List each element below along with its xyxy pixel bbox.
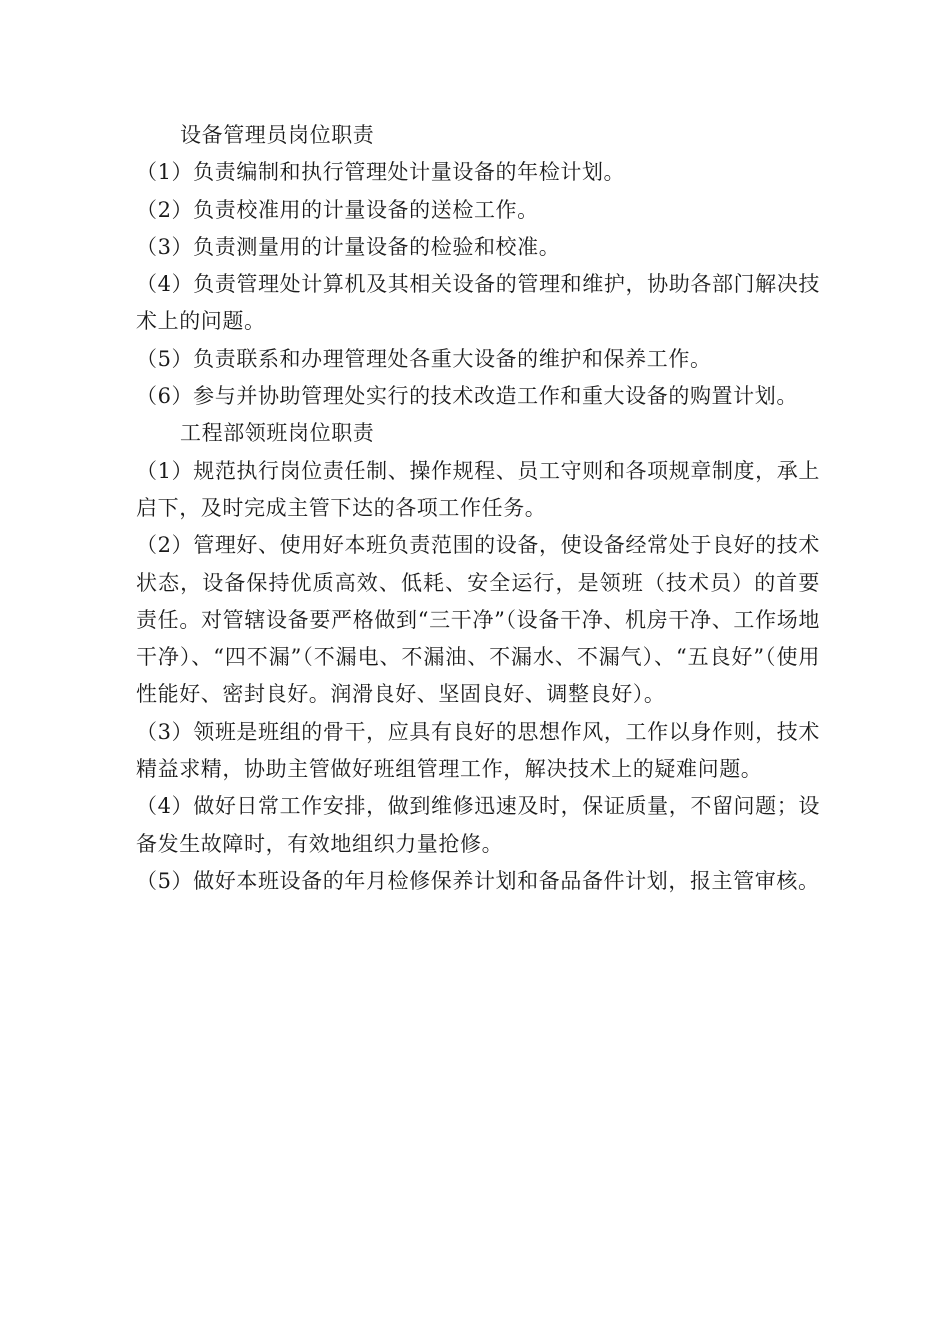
duty-item: （1）规范执行岗位责任制、操作规程、员工守则和各项规章制度，承上启下，及时完成主管下达的各项工作任务。 bbox=[136, 458, 820, 520]
duty-item: （3）领班是班组的骨干，应具有良好的思想作风，工作以身作则，技术精益求精，协助主管做好班组管理工作，解决技术上的疑难问题。 bbox=[136, 719, 820, 782]
duty-item: （1）负责编制和执行管理处计量设备的年检计划。 bbox=[136, 160, 626, 185]
duty-item: （3）负责测量用的计量设备的检验和校准。 bbox=[136, 234, 561, 259]
duty-item: （6）参与并协助管理处实行的技术改造工作和重大设备的购置计划。 bbox=[136, 384, 798, 409]
duty-item: （2）负责校准用的计量设备的送检工作。 bbox=[136, 197, 539, 222]
section-title-engineering-foreman: 工程部领班岗位职责 bbox=[180, 421, 375, 446]
document-body bbox=[136, 117, 820, 900]
duty-item: （4）做好日常工作安排，做到维修迅速及时，保证质量，不留问题；设备发生故障时，有效地组织力量抢修。 bbox=[136, 794, 820, 856]
section-title-equipment-manager: 设备管理员岗位职责 bbox=[180, 123, 375, 147]
duty-item: （2）管理好、使用好本班负责范围的设备，使设备经常处于良好的技术状态，设备保持优质高效、低耗、安全运行，是领班（技术员）的首要责任。对管辖设备要严格做到“三干净”（设备干净、机房干净、工作场地干净）、“四不漏”（不漏电、不漏油、不漏水、不漏气）、“五良好”（使用性能好、密封良好。润滑良好、坚固良好、调整良好）。 bbox=[136, 533, 820, 707]
duty-item: （5）负责联系和办理管理处各重大设备的维护和保养工作。 bbox=[136, 346, 712, 371]
duty-item: （4）负责管理处计算机及其相关设备的管理和维护，协助各部门解决技术上的问题。 bbox=[136, 272, 820, 334]
duty-item: （5）做好本班设备的年月检修保养计划和备品备件计划，报主管审核。 bbox=[136, 868, 820, 893]
